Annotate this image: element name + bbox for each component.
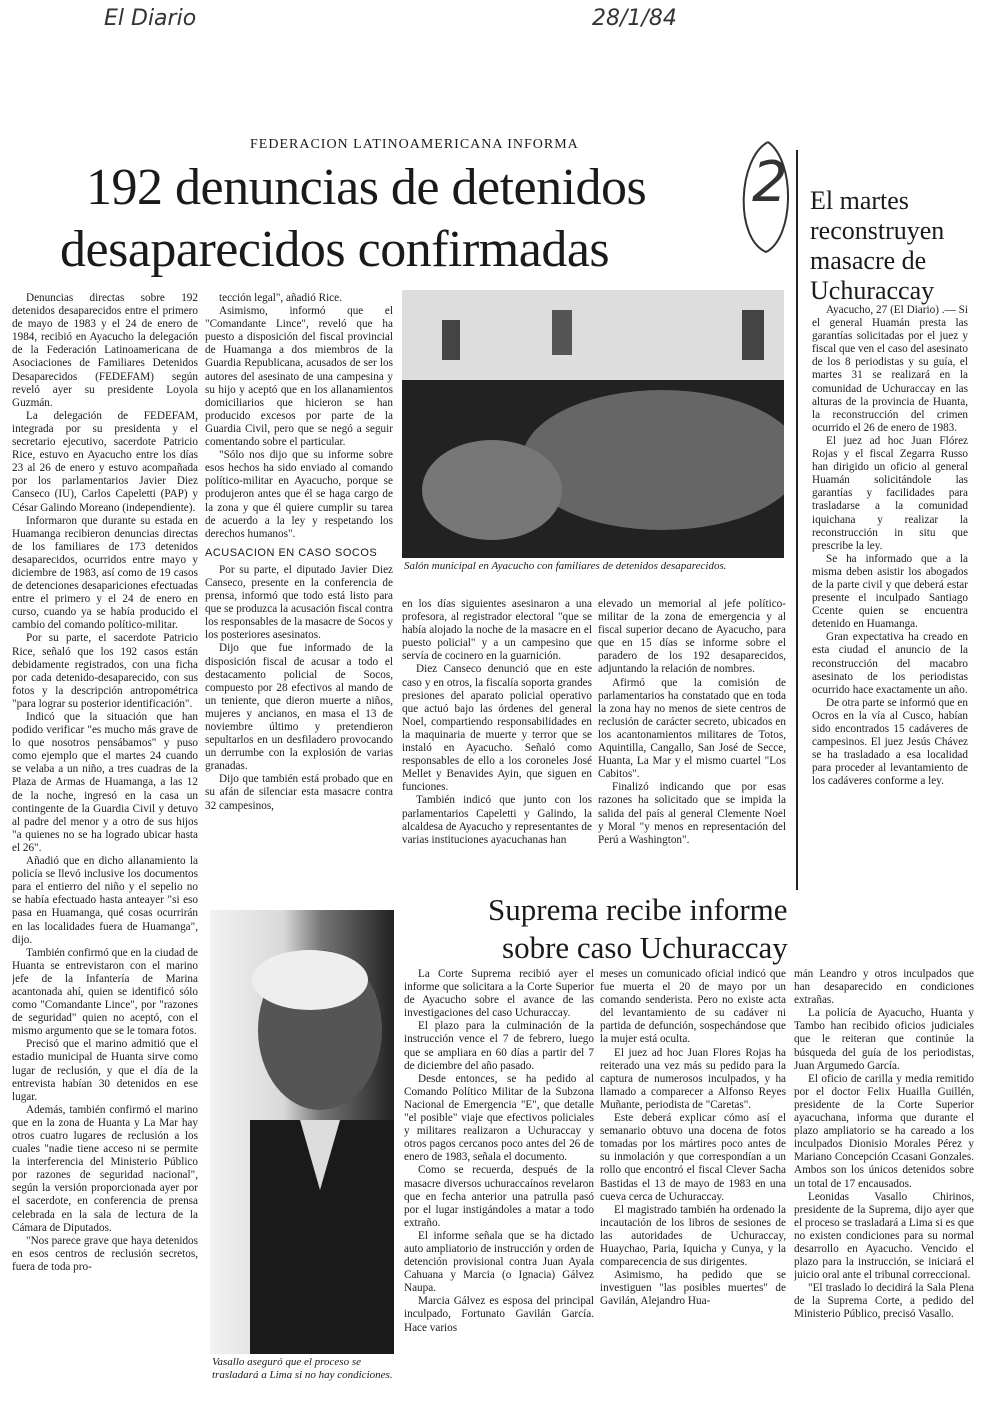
municipal-hall-photo [402,290,784,558]
handwritten-mark: 2 [752,150,788,215]
second-column-c: mán Leandro y otros inculpados que han desaparecido en condiciones extrañas. La policía de Ayacucho, Huanta y Tambo han recibido oficios judiciales que le reiteran que continúe la búsqueda del guía de los periodistas, Juan Argumedo García. El oficio de carilla y media remitido por el doctor Felix Huailla Guillén, presidente de la Corte Superior ayacuchana, informa que durante el plazo ampliatorio se ha careado a los inculpados Dionisio Morales Pérez y Mariano Concepción Ccasani Gonzales. Ambos son los únicos detenidos sobre un total de 17 encausados. Leonidas Vasallo Chirinos, presidente de la Suprema, dijo ayer que el proceso se trasladará a Lima si es que no existen condiciones para su normal desarrollo en Ayacucho. Vencido el plazo para la instrucción, se iniciará el juicio oral ante el tribunal correccional. "El traslado lo decidirá la Sala Plena de la Suprema Corte, a pedido del Ministerio Público, precisó Vasallo. [794,968,974,1321]
vasallo-portrait-photo [210,910,394,1354]
sidebar-rule-left [796,150,798,890]
handwritten-source: El Diario [104,6,197,31]
portrait-illustration [210,910,394,1354]
photo2-caption: Vasallo aseguró que el proceso se trasladará a Lima si no hay condiciones. [212,1356,393,1381]
main-kicker: FEDERACION LATINOAMERICANA INFORMA [250,137,579,152]
main-column-3: en los días siguientes asesinaron a una profesora, al registrador electoral "que se había alojado la noche de la masacre en el puesto policial" y a un campesino que servía de cocinero en la guarnición. Diez Canseco denunció que en este caso y en otros, la fiscalía soporta grandes presiones del aparato policial operativo que actuó bajo las órdenes del general Noel, compartiendo responsabilidades en la maquinaria de muerte y terror que se instaló en Ayacucho. Señaló como responsables de ello a los coroneles José Mellet y Benavides Ayin, que siguen en funciones. También indicó que junto con los parlamentarios Capeletti y Galindo, la alcaldesa de Ayacucho y representantes de varias instituciones ayacuchanas han [402,598,592,846]
second-column-b: meses un comunicado oficial indicó que fue muerta el 20 de mayo por un comando senderista. Pero no existe acta del levantamiento de su cadáver ni partida de defunción, sospechándose que la mujer está oculta. El juez ad hoc Juan Flores Rojas ha reiterado una vez más su pedido para la captura de numerosos inculpados, y ha llamado a comparecer a Alfonso Reyes Muñante, periodista de "Caretas". Este deberá explicar cómo así el semanario obtuvo una docena de fotos tomadas por los mártires poco antes de su inmolación y que correspondían a un rollo que encontró el fiscal Clever Sacha Bastidas el 13 de mayo de 1983 en una cueva cerca de Uchuraccay. El magistrado también ha ordenado la incautación de los libros de sesiones de las autoridades de Uchuraccay, Huaychao, Paria, Iquicha y Cunya, y la comparecencia de sus dirigentes. Asimismo, ha pedido que se investiguen "las posibles muertes" de Gavilán, Alejandro Hua- [600,968,786,1308]
photo-crowd-illustration [402,290,784,558]
handwritten-circle-mark [728,138,798,258]
main-headline-line2: desaparecidos confirmadas [60,221,610,278]
second-headline-line2: sobre caso Uchuraccay [502,930,788,965]
main-column-2: tección legal", añadió Rice. Asimismo, informó que el "Comandante Lince", reveló que ha puesto a disposición del fiscal provincial de Huamanga a dos miembros de la Guardia Republicana, acusados de ser los autores del asesinato de una campesina y su hijo y aceptó que en los allanamientos domiciliarios que hicieron se han producido excesos por parte de la Guardia Civil, pero que se negó a seguir comentando sobre el particular. "Sólo nos dijo que su informe sobre esos hechos ha sido enviado al comando político-militar en Ayacucho, porque se produjeron antes que él se haga cargo de la zona y que él quiere cumplir su tarea de acuerdo a la ley y respetando los derechos humanos". ACUSACION EN CASO SOCOS Por su parte, el diputado Javier Diez Canseco, presente en la conferencia de prensa, informó que todo está listo para que se produzca la acusación fiscal contra los responsables de la masacre de Socos y los posteriores asesinatos. Dijo que fue informado de la disposición fiscal de acusar a todo el destacamento policial de Socos, compuesto por 28 efectivos al mando de un teniente, que dieron muerte a niños, mujeres y ancianos, en masa el 13 de noviembre último y pretendieron sepultarlos en un desfiladero provocando un derrumbe con la explosión de varias granadas. Dijo que también está probado que en su afán de silenciar esta masacre contra 32 campesinos, [205,292,393,812]
sidebar-headline: El martes reconstruyen masacre de Uchuraccay [810,186,945,305]
second-column-a: La Corte Suprema recibió ayer el informe que solicitara a la Corte Superior de Ayacucho sobre el avance de las investigaciones del caso Uchuraccay. El plazo para la culminación de la instrucción vence el 7 de febrero, luego que se ampliara en 60 días a partir del 7 de diciembre del año pasado. Desde entonces, se ha pedido al Comando Político Militar de la Subzona Nacional de Emergencia "E", que detalle "el posible" viaje que efectivos policiales y militares realizaron a Uchuraccay y otros pagos cercanos poco antes del 26 de enero de 1983, señala el documento. Como se recuerda, después de la masacre diversos uchuraccaínos revelaron que en fecha anterior una patrulla pasó por el lugar instigándoles a matar a todo extraño. El informe señala que se ha dictado auto ampliatorio de instrucción y orden de detención provisional contra Juan Ayala Cahuana y Marcia (o Ignacia) Gálvez Naupa. Marcia Gálvez es esposa del principal inculpado, Fortunato Gavilán García. Hace varios [404,968,594,1334]
main-column-4: elevado un memorial al jefe político-militar de la zona de emergencia y al fiscal superior decano de Ayacucho, para que en 15 días se informe sobre el paradero de los 192 desaparecidos, adjuntando la relación de nombres. Afirmó que la comisión de parlamentarios ha constatado que en toda la zona hay no menos de siete centros de reclusión de carácter secreto, ubicados en los acantonamientos militares de Totos, Aquintilla, Cangallo, San José de Secce, Huanta, La Mar y el mismo cuartel "Los Cabitos". Finalizó indicando que por esas razones ha solicitado que se impida la salida del país al general Clemente Noel y Moral "y menos en representación del Perú a Washington". [598,598,786,846]
sidebar-body: Ayacucho, 27 (El Diario) .— Si el general Huamán presta las garantías solicitadas por el juez y fiscal que ven el caso del asesinato de los 8 periodistas y su guía, el martes 31 se realizará en la comunidad de Uchuraccay en las alturas de la provincia de Huanta, la reconstrucción del crimen ocurrido el 26 de enero de 1983. El juez ad hoc Juan Flórez Rojas y el fiscal Zegarra Russo han dirigido un oficio al general Huamán solicitándole las garantías y facilidades para trasladarse a la comunidad iquichana y realizar la reconstrucción in situ que prescribe la ley. Se ha informado que a la misma deben asistir los abogados de la parte civil y que deberá estar presente el inculpado Santiago Ccente quien se encuentra detenido en Huamanga. Gran expectativa ha creado en esta ciudad el anuncio de la reconstrucción del macabro asesinato de los periodistas ocurrido hace exactamente un año. De otra parte se informó que en Ocros en la vía al Cusco, habían sido encontrados 15 cadáveres de campesinos. El juez Jesús Chávez se ha trasladado a esa localidad para proceder al levantamiento de los cadáveres conforme a ley. [812,304,968,788]
subhead-socos: ACUSACION EN CASO SOCOS [205,546,378,559]
handwritten-date: 28/1/84 [592,6,677,31]
second-headline-line1: Suprema recibe informe [488,892,788,927]
photo1-caption: Salón municipal en Ayacucho con familiares de detenidos desaparecidos. [404,560,727,572]
main-headline-line1: 192 denuncias de detenidos [86,159,647,216]
main-column-1: Denuncias directas sobre 192 detenidos desaparecidos entre el primero de mayo de 1983 y el 24 de enero de 1984, recibió en Ayacucho la delegación de la Federación Latinoamericana de Asociaciones de Familiares Detenidos Desaparecidos (FEDEFAM) según reveló ayer su presidente Loyola Guzmán. La delegación de FEDEFAM, integrada por su presidenta y el secretario ejecutivo, sacerdote Patricio Rice, estuvo en Ayacucho entre los días 23 al 26 de enero y estuvo acompañada por los parlamentarios Javier Diez Canseco (IU), Carlos Capeletti (PAP) y César Galindo Moreano (independiente). Informaron que durante su estada en Huamanga recibieron denuncias directas de los familiares de 173 detenidos desaparecidos, ocurridos entre mayo y diciembre de 1983, así como de 19 casos de detenciones desapariciones efectuadas entre el primero y el 24 de enero en curso, cuando ya se había producido el cambio del comando político-militar. Por su parte, el sacerdote Patricio Rice, señaló que los 192 casos están debidamente registrados, con una ficha por cada detenido-desaparecido, con sus fotos y la descripción antropométrica "para lograr su posterior identificación". Indicó que la situación que han podido verificar "es mucho más grave de lo que nosotros pensábamos" y puso como ejemplo que el martes 24 cuando se velaba a un niño, a tres cuadras de la Plaza de Armas de Huamanga, a las 12 de la noche, ingresó en la casa un contingente de la Guardia Civil y detuvo al padre del menor y a otro de sus hijos "a quienes no se ha logrado ubicar hasta el 26". Añadió que en dicho allanamiento la policía se llevó inclusive los documentos para el entierro del niño y el sepelio no se había efectuado hasta anteayer "si eso pasa en Huamanga, qué cosas ocurrirán en las localidades fuera de Huamanga", dijo. También confirmó que en la ciudad de Huanta se entrevistaron con el marino jefe de la Infantería de Marina acantonada ahí, quien se identificó sólo como "Comandante Lince", por "razones de seguridad" quien no aceptó, con el mismo argumento que se le tomara fotos. Precisó que el marino admitió que el estadio municipal de Huanta sirve como lugar de reclusión, y que el día de la entrevista habían 30 detenidos en ese lugar. Además, también confirmó el marino que en la zona de Huanta y La Mar hay otros cuatro lugares de reclusión a los cuales "nadie tiene acceso ni se permite la interferencia del Ministerio Público por razones de seguridad nacional", según la versión proporcionada ayer por el sacerdote, en conferencia de prensa celebrada en la sala de lectura de la Cámara de Diputados. "Nos parece grave que haya detenidos en esos centros de reclusión secretos, fuera de toda pro- [12,292,198,1273]
